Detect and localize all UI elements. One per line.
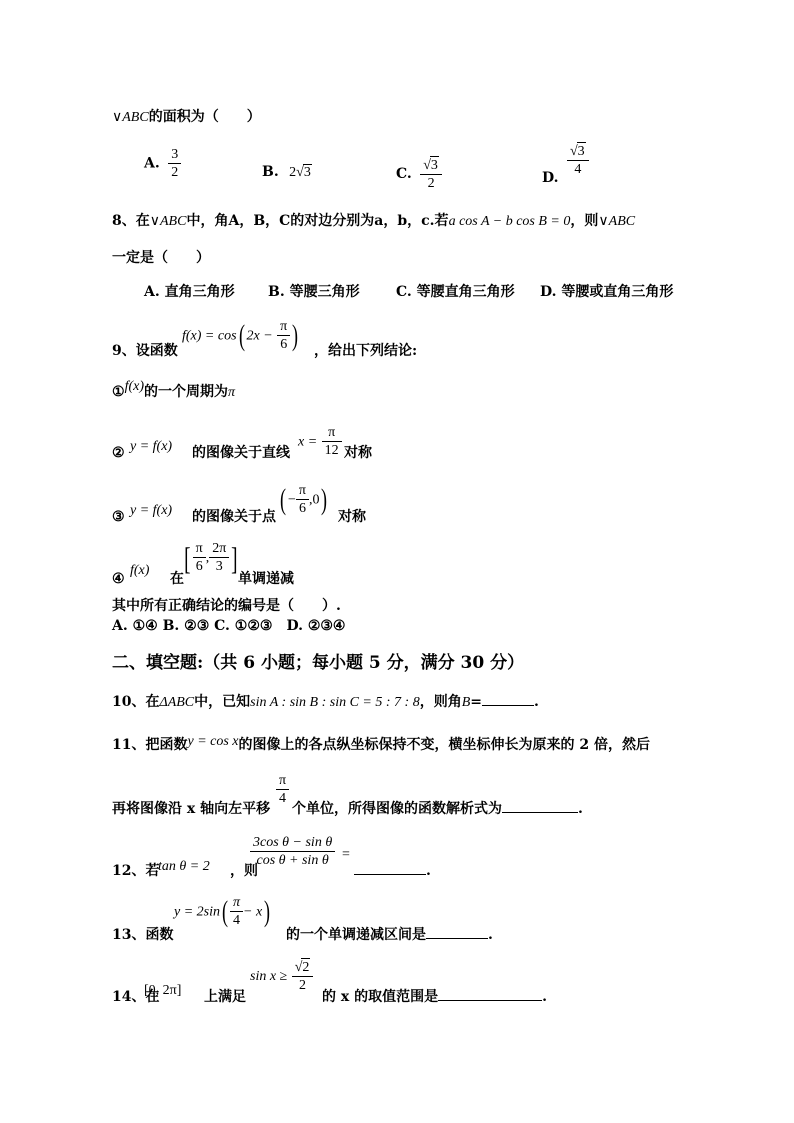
- item-text: 单调递减: [238, 571, 294, 587]
- question-number: 8、在: [112, 213, 150, 229]
- answer-blank[interactable]: [438, 1000, 542, 1001]
- fraction: [292, 958, 314, 994]
- inequality-expr: [250, 958, 313, 994]
- denominator: 4: [279, 791, 287, 806]
- denominator: 6: [195, 559, 203, 574]
- denominator: 6: [280, 337, 288, 352]
- question-number: 14、在: [112, 989, 160, 1005]
- question-text: ，则: [570, 213, 599, 229]
- question-text: 中，角A，B，C的对边分别为a，b，c.若: [186, 213, 449, 229]
- q8-option-b: B. 等腰三角形: [268, 284, 360, 300]
- item-mark: ④: [112, 571, 125, 587]
- q7-tail-text: 的面积为（ ）: [148, 109, 261, 125]
- function-expr: y = cos x: [187, 734, 239, 749]
- numerator: √3: [420, 156, 442, 175]
- q7-option-a: [144, 146, 181, 181]
- fraction: [209, 540, 229, 575]
- numerator: √2: [292, 958, 314, 977]
- fraction: [567, 142, 589, 178]
- item-text: 的图像关于点: [192, 509, 276, 525]
- question-10: [112, 693, 539, 712]
- variable: B: [461, 695, 471, 710]
- point-y: 0: [312, 492, 320, 508]
- function-def: f(x) = cos( 2x − $\frac{\pi}{6}$ ): [182, 318, 299, 352]
- numerator: 3cos θ − sin θ: [250, 834, 335, 852]
- numerator: π: [193, 540, 206, 558]
- q9-ask: 其中所有正确结论的编号是（ ）.: [112, 598, 341, 614]
- inner-expr: 2x −: [246, 328, 273, 344]
- q8-option-d: D. 等腰或直角三角形: [540, 284, 674, 300]
- question-8: [112, 212, 635, 231]
- triangle-symbol: ∨ABC: [598, 214, 636, 229]
- interval-expr: [0, 2π]: [144, 983, 182, 998]
- question-text: 的图像上的各点纵坐标保持不变，横坐标伸长为原来的 2 倍，然后: [238, 737, 651, 753]
- radicand: 3: [303, 165, 311, 180]
- q9-options: A. ①④ B. ②③ C. ①②③ D. ②③④: [112, 618, 346, 634]
- item-mark: ①: [112, 384, 125, 400]
- coefficient: 2: [289, 165, 297, 180]
- equals: =: [470, 694, 482, 710]
- answer-blank[interactable]: [426, 938, 488, 939]
- question-text: 上满足: [204, 989, 246, 1005]
- fraction: [193, 540, 206, 575]
- function-expr: y = f(x): [130, 439, 173, 454]
- condition-expr: sin x ≥: [250, 969, 288, 984]
- function-def: y = 2sin( $\frac{\pi}{4}$ − x): [174, 894, 271, 928]
- condition-expr: sin A : sin B : sin C = 5 : 7 : 8: [250, 695, 420, 710]
- fraction: [276, 772, 289, 807]
- question-text: 的一个单调递减区间是: [286, 927, 426, 943]
- radicand: 2: [302, 960, 310, 975]
- item-text: 对称: [344, 445, 372, 461]
- answer-blank[interactable]: [354, 874, 426, 875]
- inner-expr: − x: [243, 904, 263, 920]
- denominator: 2: [427, 176, 435, 191]
- item-mark: ②: [112, 445, 125, 461]
- denominator: 2: [171, 165, 179, 180]
- question-text: 中，已知: [194, 694, 251, 710]
- numerator: π: [276, 772, 289, 790]
- function-expr: y = 2sin: [174, 904, 220, 920]
- question-text: 的 x 的取值范围是: [322, 989, 439, 1005]
- item-mark: ③: [112, 509, 125, 525]
- question-number: 10、在: [112, 694, 160, 710]
- x-equals: x =: [298, 434, 318, 450]
- question-text: 再将图像沿 x 轴向左平移: [112, 801, 271, 817]
- denominator: 4: [233, 913, 240, 928]
- interval-expr: [ $\frac{\pi}{6}$ , $\frac{2\pi}{3}$ ]: [184, 539, 238, 576]
- triangle-symbol: ΔABC: [159, 695, 195, 710]
- denominator: 6: [298, 501, 306, 516]
- question-11: [112, 733, 650, 754]
- answer-blank[interactable]: [502, 812, 578, 813]
- triangle-symbol: ∨ABC: [149, 214, 187, 229]
- option-label: D.: [542, 170, 559, 186]
- q7-option-c: [396, 156, 442, 192]
- period: .: [426, 863, 431, 879]
- numerator: π: [322, 424, 342, 442]
- question-number: 11、把函数: [112, 737, 188, 753]
- option-label: B.: [262, 164, 279, 180]
- numerator: π: [296, 482, 309, 500]
- numerator: π: [230, 894, 243, 912]
- q11-tail: [292, 800, 583, 818]
- function-expr: f(x): [124, 379, 144, 394]
- denominator: 4: [574, 162, 582, 177]
- function-expr: f(x): [130, 563, 150, 578]
- item-text: 对称: [338, 509, 366, 525]
- question-text: ，则: [230, 863, 258, 879]
- line-expr: [298, 424, 342, 459]
- numerator: π: [277, 318, 290, 336]
- item-text: 的一个周期为: [144, 384, 228, 400]
- section-heading: 二、填空题:（共 6 小题；每小题 5 分，满分 30 分）: [112, 653, 525, 673]
- fraction: [277, 318, 290, 353]
- question-number: 9、设函数: [112, 343, 178, 359]
- condition-expr: a cos A − b cos B = 0: [448, 214, 571, 229]
- numerator: √3: [567, 142, 589, 161]
- denominator: 12: [324, 443, 339, 458]
- question-8-line2: 一定是（ ）: [112, 250, 210, 266]
- period: .: [542, 989, 547, 1005]
- option-label: A.: [144, 155, 160, 172]
- condition-expr: tan θ = 2: [158, 859, 210, 874]
- fraction: [420, 156, 442, 192]
- question-text: ，给出下列结论:: [314, 343, 418, 359]
- fraction: [322, 424, 342, 459]
- numerator: 2π: [209, 540, 229, 558]
- question-number: 13、函数: [112, 927, 174, 943]
- period-value: π: [228, 385, 236, 400]
- q8-option-c: C. 等腰直角三角形: [396, 284, 515, 300]
- question-number: 12、若: [112, 863, 160, 879]
- option-label: C.: [396, 166, 412, 182]
- function-expr: f(x) = cos: [182, 328, 237, 344]
- period: .: [488, 927, 493, 943]
- radicand: 3: [577, 144, 585, 159]
- q9-item-1: [112, 378, 235, 402]
- fraction: [168, 146, 181, 181]
- period: .: [578, 801, 583, 817]
- q8-option-a: A. 直角三角形: [144, 284, 235, 300]
- point-expr: ( − $\frac{\pi}{6}$ ,0): [280, 482, 328, 516]
- denominator: cos θ + sin θ: [256, 853, 329, 868]
- equals: =: [342, 847, 350, 862]
- question-text: 个单位，所得图像的函数解析式为: [292, 801, 502, 817]
- q7-option-b: B. 2√3: [262, 164, 311, 180]
- numerator: 3: [168, 146, 181, 164]
- function-expr: y = f(x): [130, 503, 173, 518]
- question-text: ，则角: [419, 694, 462, 710]
- item-text: 在: [170, 571, 184, 587]
- denominator: 3: [215, 559, 223, 574]
- fraction: [230, 894, 243, 929]
- fraction: [296, 482, 309, 517]
- triangle-symbol: ∨ABC: [112, 110, 149, 125]
- period: .: [534, 694, 539, 710]
- item-text: 的图像关于直线: [192, 445, 290, 461]
- q7-option-d: [542, 142, 589, 186]
- fraction: [250, 834, 335, 869]
- q7-tail: [112, 108, 261, 127]
- denominator: 2: [299, 978, 307, 993]
- answer-blank[interactable]: [482, 705, 534, 706]
- radicand: 3: [430, 158, 438, 173]
